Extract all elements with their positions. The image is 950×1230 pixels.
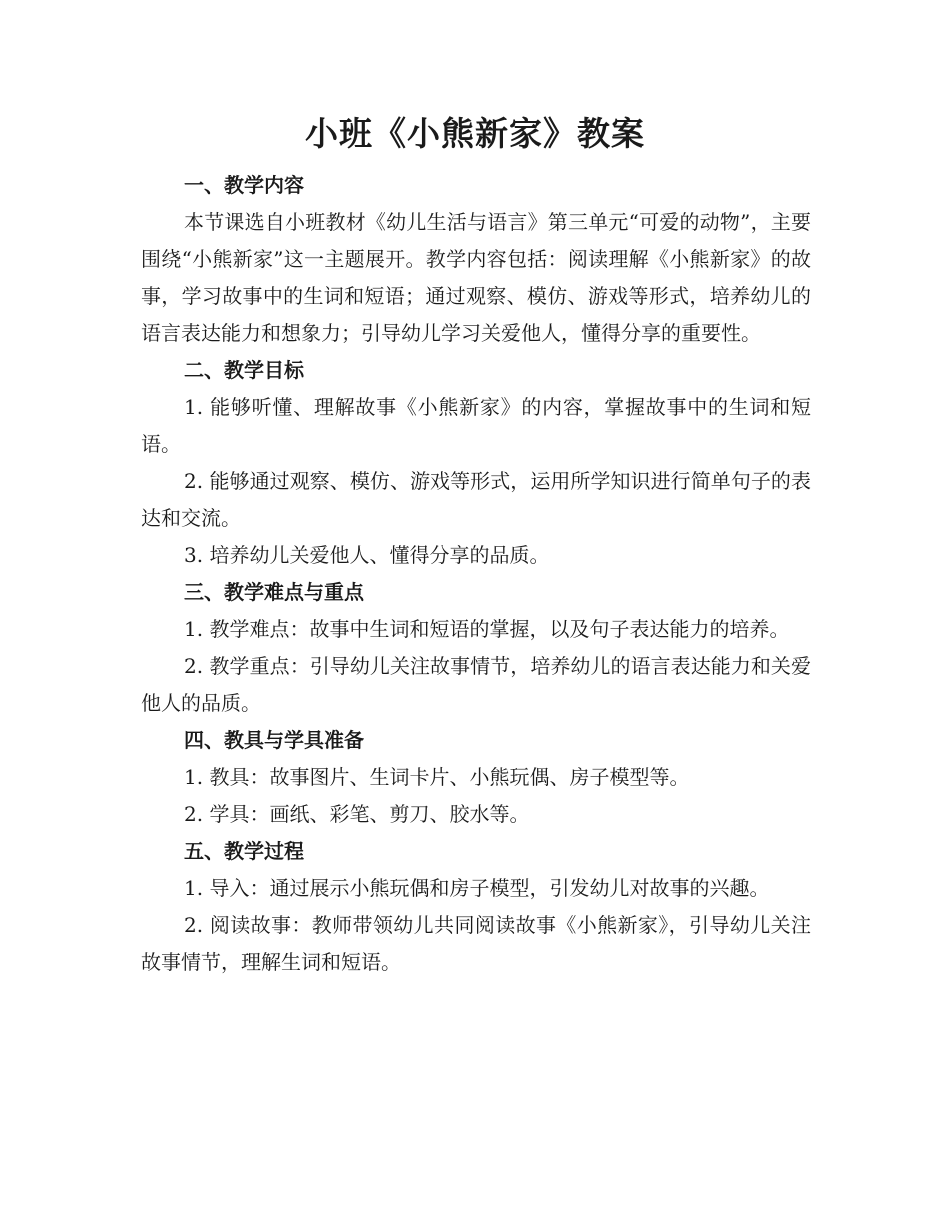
section-materials xyxy=(141,722,811,833)
section-teaching-goals xyxy=(141,352,811,574)
section-heading: 一、教学内容 xyxy=(184,173,304,197)
paragraph: 3. 培养幼儿关爱他人、懂得分享的品质。 xyxy=(184,543,550,567)
paragraph: 1. 导入：通过展示小熊玩偶和房子模型，引发幼儿对故事的兴趣。 xyxy=(184,876,770,900)
paragraph: 2. 阅读故事：教师带领幼儿共同阅读故事《小熊新家》，引导幼儿关注故事情节，理解生词和短语。 xyxy=(141,913,811,974)
paragraph: 1. 教具：故事图片、生词卡片、小熊玩偶、房子模型等。 xyxy=(184,765,690,789)
paragraph: 2. 教学重点：引导幼儿关注故事情节，培养幼儿的语言表达能力和关爱他人的品质。 xyxy=(141,654,811,715)
section-heading: 二、教学目标 xyxy=(184,358,304,382)
paragraph: 1. 教学难点：故事中生词和短语的掌握，以及句子表达能力的培养。 xyxy=(184,617,790,641)
document-title: 小班《小熊新家》教案 xyxy=(305,114,645,153)
section-heading: 四、教具与学具准备 xyxy=(184,728,364,752)
section-heading: 三、教学难点与重点 xyxy=(184,580,364,604)
section-teaching-content xyxy=(141,167,811,352)
section-difficulties-and-focus xyxy=(141,574,811,722)
document-body xyxy=(141,167,811,981)
paragraph: 2. 能够通过观察、模仿、游戏等形式，运用所学知识进行简单句子的表达和交流。 xyxy=(141,469,811,530)
paragraph: 本节课选自小班教材《幼儿生活与语言》第三单元“可爱的动物”，主要围绕“小熊新家”这一主题展开。教学内容包括：阅读理解《小熊新家》的故事，学习故事中的生词和短语；通过观察、模仿、游戏等形式，培养幼儿的语言表达能力和想象力；引导幼儿学习关爱他人，懂得分享的重要性。 xyxy=(141,210,811,345)
paragraph: 1. 能够听懂、理解故事《小熊新家》的内容，掌握故事中的生词和短语。 xyxy=(141,395,811,456)
paragraph: 2. 学具：画纸、彩笔、剪刀、胶水等。 xyxy=(184,802,530,826)
section-teaching-process xyxy=(141,833,811,981)
section-heading: 五、教学过程 xyxy=(184,839,304,863)
